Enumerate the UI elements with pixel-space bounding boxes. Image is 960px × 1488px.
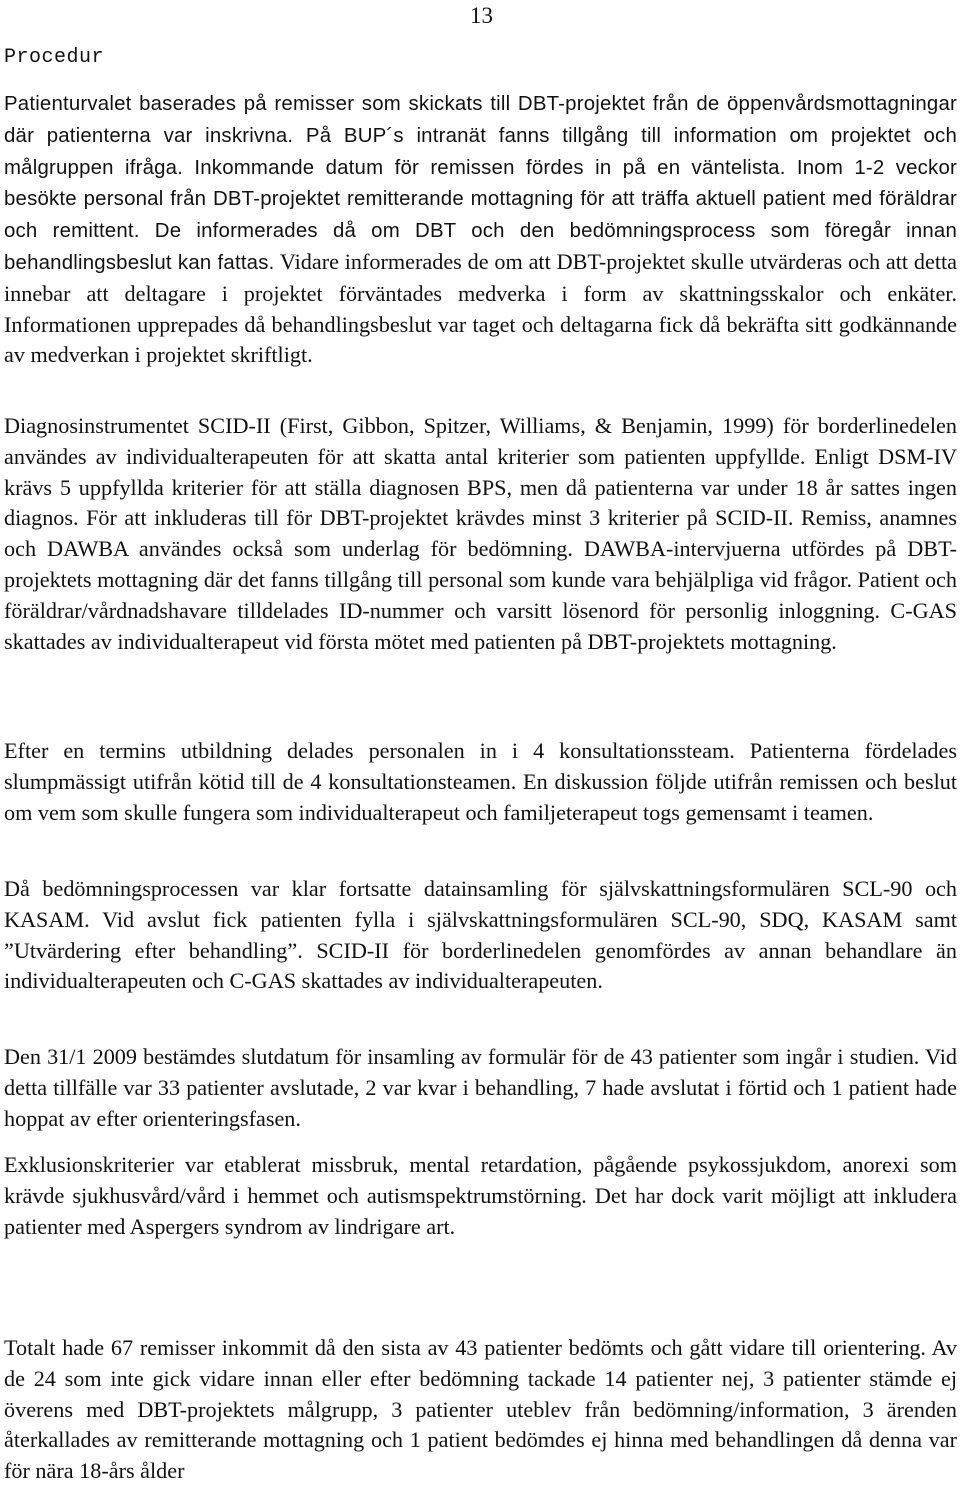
paragraph-diagnostic-instrument: Diagnosinstrumentet SCID-II (First, Gibbon, Spitzer, Williams, & Benjamin, 1999) för borderlinedelen användes av individualterapeuten för att skatta antal kriterier som patienten uppfyllde. Enligt DSM-IV krävs 5 uppfyllda kriterier för att ställa diagnosen BPS, men då patienterna var under 18 år sattes ingen diagnos. För att inkluderas till för DBT-projektet krävdes minst 3 kriterier på SCID-II. Remiss, anamnes och DAWBA användes också som underlag för bedömning. DAWBA-intervjuerna utfördes på DBT-projektets mottagning där det fanns tillgång till personal som kunde vara behjälpliga vid frågor. Patient och föräldrar/vårdnadshavare tilldelades ID-nummer och varsitt lösenord för personlig inloggning. C-GAS skattades av individualterapeut vid första mötet med patienten på DBT-projektets mottagning. bbox=[4, 413, 957, 654]
section-heading: Procedur bbox=[4, 46, 105, 69]
paragraph-patient-selection-part2: Vidare informerades de om att DBT-projektet skulle utvärderas och att detta innebar att deltagare i projektet förväntades medverka i form av skattningsskalor och enkäter. Informationen upprepades då behandlingsbeslut var taget och deltagarna fick då bekräfta sitt godkännande av medverkan i projektet skriftligt. bbox=[4, 248, 957, 368]
paragraph-exclusion-criteria: Exklusionskriterier var etablerat missbruk, mental retardation, pågående psykossjukdom, anorexi som krävde sjukhusvård/vård i hemmet och autismspektrumstörning. Det har dock varit möjligt att inkludera patienter med Aspergers syndrom av lindrigare art. bbox=[4, 1152, 957, 1239]
paragraph-patient-selection bbox=[4, 88, 957, 371]
paragraph-referral-totals: Totalt hade 67 remisser inkommit då den sista av 43 patienter bedömts och gått vidare till orientering. Av de 24 som inte gick vidare innan eller efter bedömning tackade 14 patienter nej, 3 patienter stämde ej överens med DBT-projektets målgrupp, 3 patienter uteblev från bedömning/information, 3 ärenden återkallades av remitterande mottagning och 1 patient bedömdes ej hinna med behandlingen då denna var för nära 18-års ålder bbox=[4, 1335, 957, 1484]
paragraph-end-date: Den 31/1 2009 bestämdes slutdatum för insamling av formulär för de 43 patienter som ingår i studien. Vid detta tillfälle var 33 patienter avslutade, 2 var kvar i behandling, 7 hade avslutat i förtid och 1 patient hade hoppat av efter orienteringsfasen. bbox=[4, 1044, 957, 1131]
paragraph-patient-selection-part1: Patienturvalet baserades på remisser som skickats till DBT-projektet från de öppenvårdsmottagningar där patienterna var inskrivna. På BUP´s intranät fanns tillgång till information om projektet och målgruppen ifråga. Inkommande datum för remissen fördes in på en väntelista. Inom 1-2 veckor besökte personal från DBT-projektet remitterande mottagning för att träffa aktuell patient med föräldrar och remittent. De informerades då om DBT och den bedömningsprocess som föregår innan behandlingsbeslut kan fattas. bbox=[4, 93, 957, 274]
paragraph-data-collection: Då bedömningsprocessen var klar fortsatte datainsamling för självskattningsformulären SCL-90 och KASAM. Vid avslut fick patienten fylla i självskattningsformulären SCL-90, SDQ, KASAM samt ”Utvärdering efter behandling”. SCID-II för borderlinedelen genomfördes av annan behandlare än individualterapeuten och C-GAS skattades av individualterapeuten. bbox=[4, 876, 957, 994]
paragraph-consultation-teams: Efter en termins utbildning delades personalen in i 4 konsultationssteam. Patienterna fördelades slumpmässigt utifrån kötid till de 4 konsultationsteamen. En diskussion följde utifrån remissen och beslut om vem som skulle fungera som individualterapeut och familjeterapeut togs gemensamt i teamen. bbox=[4, 738, 957, 825]
page-number: 13 bbox=[470, 3, 493, 28]
